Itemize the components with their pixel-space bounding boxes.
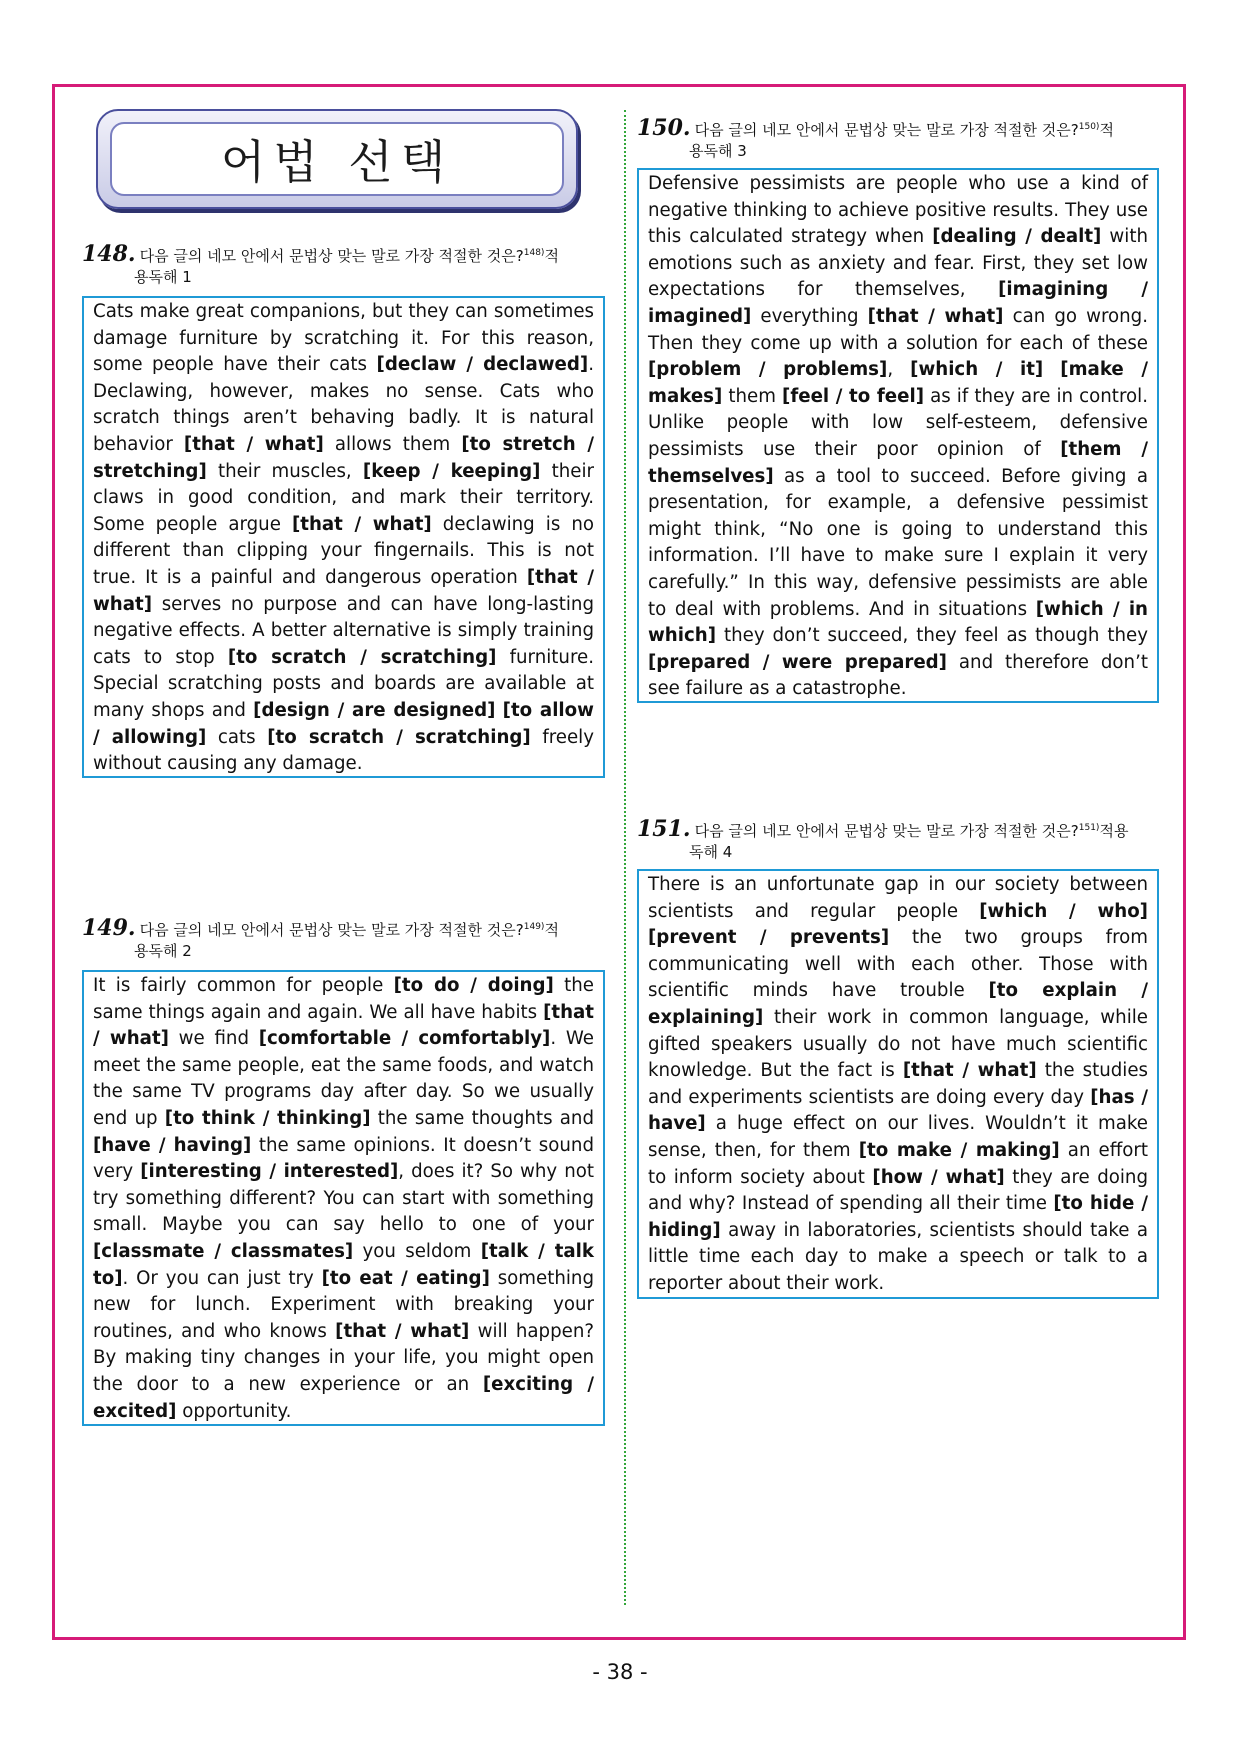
grammar-choice: [to scratch / scratching] [267,726,531,748]
question-source-line: 독해 4 [689,843,733,861]
passage-text: Cats make great companions, but they can sometimes damage furniture by scratching it. For this reason, some people have their cats [93,301,594,376]
grammar-choice: [them / themselves] [648,438,1148,487]
passage-box-150 [637,168,1159,703]
grammar-choice: [to allow / allowing] [93,699,594,748]
question-number: 150. [637,115,691,141]
passage-text: Defensive pessimists are people who use a kind of negative thinking to achieve positive results. They use this calculated strategy when [648,173,1148,248]
footnote-marker: 149) [523,922,545,932]
footnote-marker: 151) [1078,823,1100,833]
passage-text: freely without causing any damage. [93,726,594,775]
question-source: 적용 [1099,822,1129,840]
question-number: 149. [82,915,136,941]
passage-text: , [887,359,911,381]
page-title: 어법 선택 [220,135,454,189]
grammar-choice: [make / makes] [648,359,1148,407]
grammar-choice: [that / what] [902,1060,1037,1082]
passage-text: and therefore don’t see failure as a catastrophe. [648,651,1148,700]
passage-text [495,700,502,721]
passage-text: we find [168,1028,259,1050]
question-source-line: 용독해 2 [134,942,192,960]
passage-box-148 [82,296,605,778]
question-source: 적 [544,921,559,939]
grammar-choice: [design / are designed] [253,699,496,721]
question-header-148 [82,243,617,288]
question-source-line: 용독해 3 [689,142,747,160]
grammar-choice: [that / what] [291,513,432,535]
passage-text: allows them [323,433,462,455]
grammar-choice: [keep / keeping] [362,460,541,482]
title-plate-inner [110,122,564,196]
grammar-choice: [talk / talk to] [93,1240,594,1289]
grammar-choice: [declaw / declawed] [376,354,589,376]
passage-text: they are doing and why? Instead of spending all their time [648,1166,1148,1215]
grammar-choice: [that / what] [867,305,1004,327]
passage-box-149 [82,970,605,1426]
grammar-choice: [which / in which] [648,598,1149,647]
passage-text: . We meet the same people, eat the same foods, and watch the same TV programs day after day. So we usually end up [93,1028,594,1129]
grammar-choice: [comfortable / comfortably] [258,1028,551,1050]
grammar-choice: [which / it] [910,359,1044,381]
grammar-choice: [to eat / eating] [321,1267,490,1289]
grammar-choice: [problem / problems] [648,359,888,381]
passage-text: an effort to inform society about [648,1139,1148,1188]
passage-text: as if they are in control. Unlike people with low self-esteem, defensive pessimists use their poor opinion of [648,385,1148,460]
grammar-choice: [to scratch / scratching] [227,646,497,668]
passage-text [1043,359,1060,380]
grammar-choice: [that / what] [335,1320,470,1342]
column-divider [624,110,626,1605]
passage-text: declawing is no different than clipping your fingernails. This is not true. It is a painful and dangerous operation [93,513,594,588]
question-instruction: 다음 글의 네모 안에서 문법상 맞는 말로 가장 적절한 것은? [694,121,1079,139]
grammar-choice: [interesting / interested] [140,1161,399,1183]
passage-text: opportunity. [176,1400,292,1422]
grammar-choice: [to explain / explaining] [648,980,1148,1028]
passage-text: the same opinions. It doesn’t sound very [93,1134,594,1183]
question-instruction: 다음 글의 네모 안에서 문법상 맞는 말로 가장 적절한 것은? [139,921,524,939]
passage-text: furniture. Special scratching posts and boards are available at many shops and [93,646,594,721]
passage-text: There is an unfortunate gap in our society between scientists and regular people [648,874,1148,922]
passage-box-151 [637,869,1159,1299]
grammar-choice: [classmate / classmates] [93,1240,354,1262]
grammar-choice: [that / what] [93,566,594,615]
question-instruction: 다음 글의 네모 안에서 문법상 맞는 말로 가장 적절한 것은? [139,247,524,265]
passage-text: It is fairly common for people [93,975,394,996]
grammar-choice: [which / who] [979,900,1148,922]
grammar-choice: [prepared / were prepared] [648,651,947,673]
passage-text: everything [751,305,868,327]
grammar-choice: [how / what] [872,1166,1005,1188]
passage-text: them [722,385,783,407]
grammar-choice: [feel / to feel] [782,385,925,407]
grammar-choice: [that / what] [93,1001,594,1050]
footnote-marker: 148) [523,248,545,258]
grammar-choice: [that / what] [183,433,324,455]
grammar-choice: [have / having] [93,1134,252,1156]
grammar-choice: [imagining / imagined] [648,279,1148,327]
passage-text: . Declawing, however, makes no sense. Cats who scratch things aren’t behaving badly. It is natural behavior [93,354,594,455]
passage-text: the two groups from communicating well with each other. Those with scientific minds have trouble [648,927,1148,1002]
passage-text: . Or you can just try [122,1267,322,1289]
passage-text: their work in common language, while gifted speakers usually do not have much scientific knowledge. But the fact is [648,1006,1148,1082]
grammar-choice: [to make / making] [858,1139,1060,1161]
passage-text: as a tool to succeed. Before giving a presentation, for example, a defensive pessimist might think, “No one is going to understand this information. I’ll have to make sure I explain it very carefully.” In this way, defensive pessimists are able to deal with problems. And in situations [648,465,1148,620]
passage-text: can go wrong. Then they come up with a solution for each of these [648,305,1148,354]
question-header-149 [82,917,617,962]
grammar-choice: [prevent / prevents] [648,927,890,949]
question-header-151 [637,818,1167,863]
grammar-choice: [has / have] [648,1086,1148,1135]
page-number: - 38 - [592,1660,648,1684]
passage-text: , does it? So why not try something different? You can start with something small. Maybe you can say hello to one of your [93,1161,594,1236]
passage-text: cats [206,726,268,748]
passage-text: with emotions such as anxiety and fear. First, they set low expectations for themselves, [648,226,1148,301]
title-plate [96,109,578,209]
passage-text: a huge effect on our lives. Wouldn’t it make sense, then, for them [648,1113,1148,1161]
question-header-150 [637,117,1167,162]
passage-text: something new for lunch. Experiment with breaking your routines, and who knows [93,1267,594,1342]
grammar-choice: [dealing / dealt] [932,226,1102,248]
question-source-line: 용독해 1 [134,268,192,286]
passage-text: the same thoughts and [370,1107,594,1129]
grammar-choice: [to do / doing] [393,975,554,996]
footnote-marker: 150) [1078,122,1100,132]
question-number: 151. [637,816,691,842]
grammar-choice: [exciting / excited] [93,1373,594,1422]
grammar-choice: [to hide / hiding] [648,1193,1148,1241]
passage-text: will happen? By making tiny changes in your life, you might open the door to a new experience or an [93,1320,594,1395]
question-instruction: 다음 글의 네모 안에서 문법상 맞는 말로 가장 적절한 것은? [694,822,1079,840]
passage-text: they don’t succeed, they feel as though they [716,625,1148,647]
passage-text: the studies and experiments scientists are doing every day [648,1060,1148,1108]
passage-text: you seldom [353,1240,481,1262]
passage-text: the same things again and again. We all have habits [93,975,594,1023]
grammar-choice: [to stretch / stretching] [93,433,595,482]
passage-text: their claws in good condition, and mark their territory. Some people argue [93,460,594,535]
question-source: 적 [1099,121,1114,139]
question-source: 적 [544,247,559,265]
question-number: 148. [82,241,136,267]
grammar-choice: [to think / thinking] [164,1107,371,1129]
passage-text: serves no purpose and can have long-lasting negative effects. A better alternative is simply training cats to stop [93,593,594,668]
passage-text: their muscles, [206,460,363,482]
passage-text: away in laboratories, scientists should take a little time each day to make a speech or talk to a reporter about their work. [648,1219,1148,1294]
